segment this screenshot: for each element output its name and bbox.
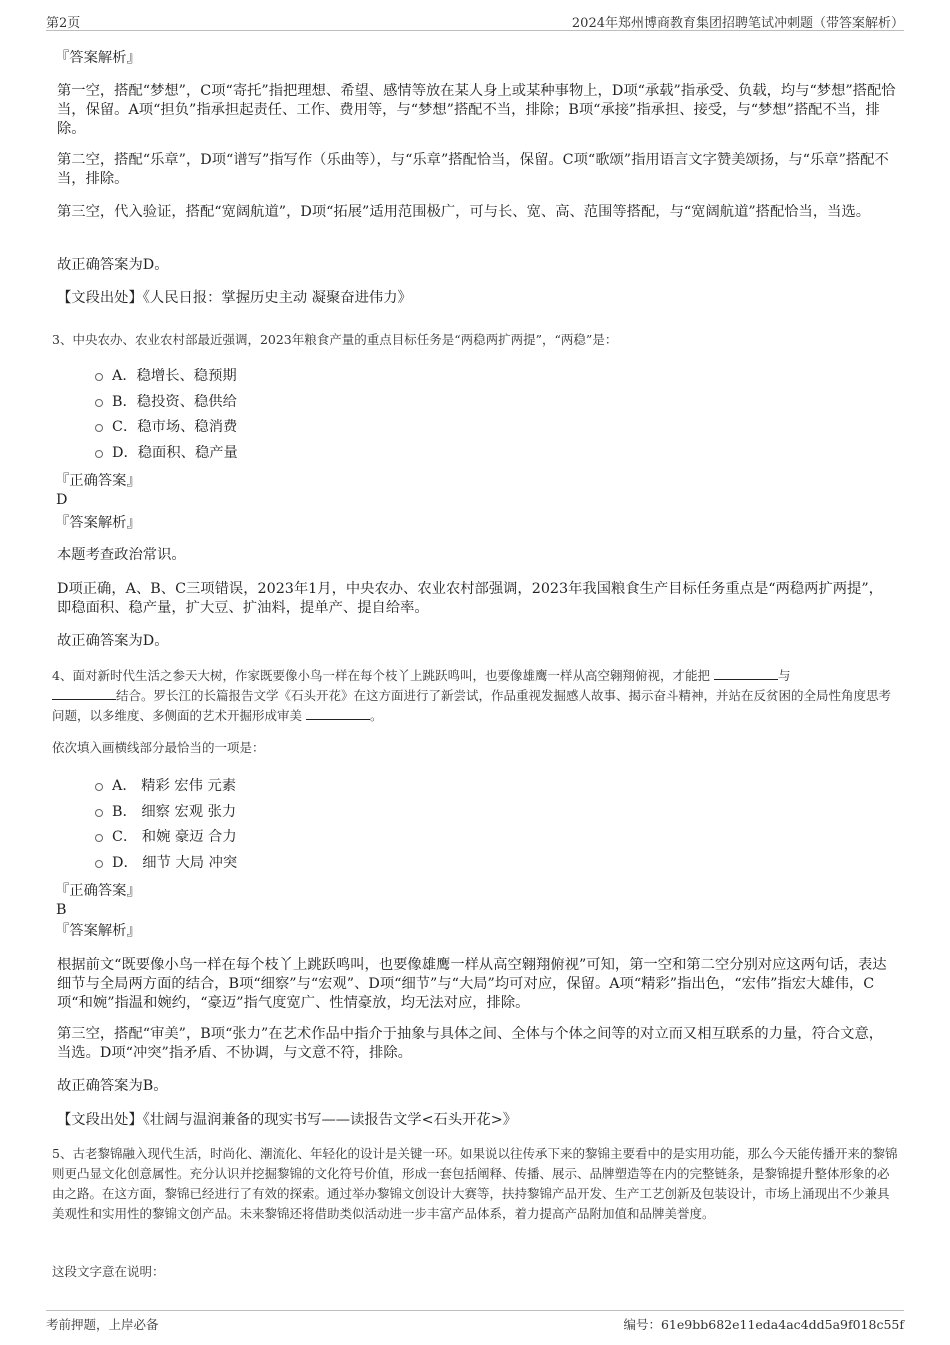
q3-options <box>52 364 452 466</box>
radio-icon[interactable] <box>95 399 103 407</box>
option-label: A．稳增长、稳预期 <box>112 368 237 384</box>
answer-blank <box>714 667 778 680</box>
document-id: 编号：61e9bb682e11eda4ac4dd5a9f018c55f <box>623 1317 904 1332</box>
page-header <box>46 8 904 31</box>
footer-slogan: 考前押题，上岸必备 <box>46 1317 159 1332</box>
q3-correct-label: 『正确答案』 <box>55 473 141 489</box>
q5-question: 5、古老黎锦融入现代生活，时尚化、潮流化、年轻化的设计是关键一环。如果说以往传承下来的黎锦主要看中的是实用功能，那么今天能传播开来的黎锦则更凸显文化创意属性。充分认识并挖掘黎锦的文化符号价值，形成一套包括阐释、传播、展示、品牌塑造等在内的完整链条，是黎锦提升整体形象的必由之路。在这方面，黎锦已经进行了有效的探索。通过举办黎锦文创设计大赛等，扶持黎锦产品开发、生产工艺创新及包装设计，市场上涌现出不少兼具美观性和实用性的黎锦文创产品。未来黎锦还将借助类似活动进一步丰富产品体系，着力提高产品附加值和品牌美誉度。 <box>52 1146 898 1221</box>
answer-blank <box>306 707 370 720</box>
q3-question: 3、中央农办、农业农村部最近强调，2023年粮食产量的重点目标任务是“两稳两扩两提”，“两稳”是： <box>52 332 618 347</box>
option-label: D．稳面积、稳产量 <box>112 444 238 461</box>
radio-icon[interactable] <box>95 783 103 791</box>
q4-question-part-2: 与 <box>777 668 791 683</box>
option-label: C． 和婉 豪迈 合力 <box>112 829 237 845</box>
option-label: A． 精彩 宏伟 元素 <box>112 778 237 794</box>
document-title: 2024年郑州博商教育集团招聘笔试冲刺题（带答案解析） <box>571 16 904 31</box>
q4-question <box>52 666 898 726</box>
q4-correct-label: 『正确答案』 <box>55 883 141 899</box>
q2-analysis-para-2: 第二空，搭配“乐章”，D项“谱写”指写作（乐曲等），与“乐章”搭配恰当，保留。C项“歌颂”指用语言文字赞美颂扬，与“乐章”搭配不当，排除。 <box>57 152 889 187</box>
option-label: B． 细察 宏观 张力 <box>112 803 237 820</box>
radio-icon[interactable] <box>95 860 103 868</box>
answer-blank <box>52 687 116 700</box>
option-label: B．稳投资、稳供给 <box>112 393 237 410</box>
q2-analysis-label: 『答案解析』 <box>55 50 141 66</box>
q4-option-c[interactable] <box>52 825 452 851</box>
q4-prompt: 依次填入画横线部分最恰当的一项是： <box>52 740 265 755</box>
radio-icon[interactable] <box>95 834 103 842</box>
page-number: 第2页 <box>46 16 81 31</box>
q2-analysis-para-3: 第三空，代入验证，搭配“宽阔航道”，D项“拓展”适用范围极广，可与长、宽、高、范围等搭配，与“宽阔航道”搭配恰当，当选。 <box>57 204 871 220</box>
q3-option-a[interactable] <box>52 364 452 390</box>
q4-question-part-3: 结合。罗长江的长篇报告文学《石头开花》在这方面进行了新尝试，作品重视发掘感人故事、揭示奋斗精神，并站在反贫困的全局性角度思考问题，以多维度、多侧面的艺术开掘形成审美 <box>52 688 892 723</box>
q4-analysis-para-2: 第三空，搭配“审美”，B项“张力”在艺术作品中指介于抽象与具体之间、全体与个体之间等的对立而又相互联系的力量，符合文意，当选。D项“冲突”指矛盾、不协调，与文意不符，排除。 <box>57 1026 884 1061</box>
radio-icon[interactable] <box>95 450 103 458</box>
q3-option-c[interactable] <box>52 415 452 441</box>
option-label: C．稳市场、稳消费 <box>112 419 238 435</box>
option-label: D． 细节 大局 冲突 <box>112 854 238 871</box>
q4-analysis-label: 『答案解析』 <box>55 923 141 939</box>
q2-source: 【文段出处】《人民日报：掌握历史主动 凝聚奋进伟力》 <box>57 290 412 306</box>
q3-analysis-para-1: 本题考查政治常识。 <box>57 547 186 563</box>
q3-option-d[interactable] <box>52 441 452 467</box>
page-footer <box>46 1310 904 1337</box>
q4-option-b[interactable] <box>52 800 452 826</box>
q4-options <box>52 774 452 876</box>
radio-icon[interactable] <box>95 424 103 432</box>
q3-correct-answer: D <box>56 492 68 508</box>
q4-source: 【文段出处】《壮阔与温润兼备的现实书写——读报告文学<石头开花>》 <box>57 1112 518 1128</box>
q5-prompt: 这段文字意在说明： <box>52 1264 165 1279</box>
q3-conclusion: 故正确答案为D。 <box>57 633 169 649</box>
radio-icon[interactable] <box>95 809 103 817</box>
q4-analysis-para-1: 根据前文“既要像小鸟一样在每个枝丫上跳跃鸣叫，也要像雄鹰一样从高空翱翔俯视”可知，第一空和第二空分别对应这两句话，表达细节与全局两方面的结合，B项“细察”与“宏观”、D项“细节”与“大局”均可对应，保留。A项“精彩”指出色，“宏伟”指宏大雄伟，C项“和婉”指温和婉约，“豪迈”指气度宽广、性情豪放，均无法对应，排除。 <box>57 957 887 1011</box>
q2-conclusion: 故正确答案为D。 <box>57 257 169 273</box>
q3-analysis-label: 『答案解析』 <box>55 515 141 531</box>
q4-option-d[interactable] <box>52 851 452 877</box>
q3-option-b[interactable] <box>52 390 452 416</box>
q4-question-part-4: 。 <box>370 708 383 723</box>
q3-analysis-para-2: D项正确，A、B、C三项错误，2023年1月，中央农办、农业农村部强调，2023年我国粮食生产目标任务重点是“两稳两扩两提”，即稳面积、稳产量，扩大豆、扩油料，提单产、提自给率。 <box>57 581 883 616</box>
q4-correct-answer: B <box>56 902 67 918</box>
q4-question-part-1: 4、面对新时代生活之参天大树，作家既要像小鸟一样在每个枝丫上跳跃鸣叫，也要像雄鹰一样从高空翱翔俯视，才能把 <box>52 668 710 683</box>
radio-icon[interactable] <box>95 373 103 381</box>
q4-option-a[interactable] <box>52 774 452 800</box>
q4-conclusion: 故正确答案为B。 <box>57 1078 168 1094</box>
q2-analysis-para-1: 第一空，搭配“梦想”，C项“寄托”指把理想、希望、感情等放在某人身上或某种事物上，D项“承载”指承受、负载，均与“梦想”搭配恰当，保留。A项“担负”指承担起责任、工作、费用等，与“梦想”搭配不当，排除；B项“承接”指承担、接受，与“梦想”搭配不当，排除。 <box>57 83 896 137</box>
